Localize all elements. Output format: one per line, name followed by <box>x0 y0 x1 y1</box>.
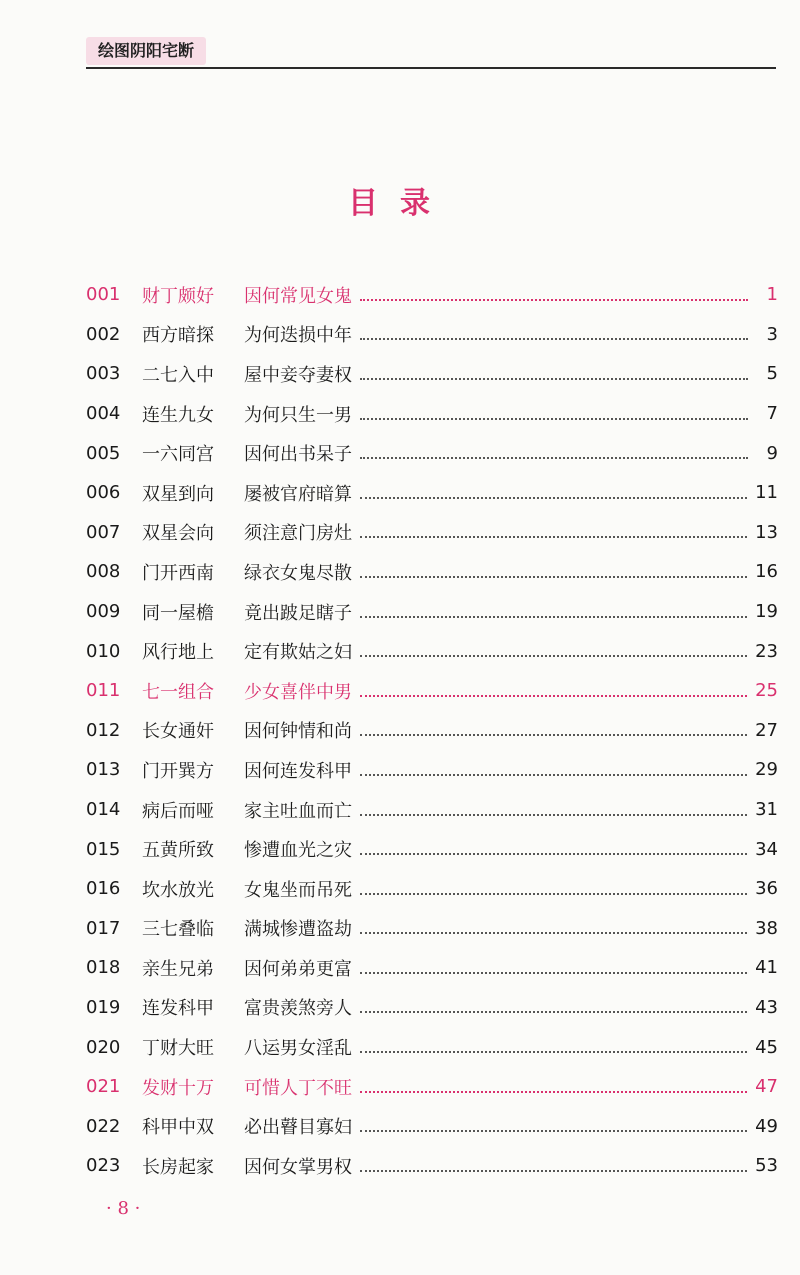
toc-entry[interactable] <box>86 315 778 355</box>
dot-leader <box>360 378 748 380</box>
dot-leader <box>360 299 748 301</box>
dot-leader <box>360 576 747 578</box>
toc-entry-title-part2: 定有欺姑之妇 <box>244 642 352 664</box>
toc-entry-number: 023 <box>86 1155 121 1177</box>
toc-entry-number: 017 <box>86 917 121 939</box>
toc-entry[interactable] <box>86 552 778 592</box>
toc-entry-title-part2: 因何弟弟更富 <box>244 958 352 980</box>
toc-entry-title-part1: 同一屋檐 <box>142 602 214 624</box>
toc-entry-title-part2: 必出瞽目寡妇 <box>244 1117 352 1139</box>
dot-leader <box>360 972 747 974</box>
toc-entry-number: 020 <box>86 1036 121 1058</box>
toc-entry[interactable] <box>86 354 778 394</box>
toc-entry[interactable] <box>86 750 778 790</box>
toc-entry-number: 009 <box>86 601 121 623</box>
toc-entry-title-part2: 八运男女淫乱 <box>244 1038 352 1060</box>
toc-entry-number: 003 <box>86 363 121 385</box>
toc-entry-number: 010 <box>86 640 121 662</box>
toc-entry[interactable] <box>86 394 778 434</box>
page-number: · 8 · <box>106 1198 141 1219</box>
toc-entry-title-part2: 为何只生一男 <box>244 404 352 426</box>
toc-entry[interactable] <box>86 869 778 909</box>
dot-leader <box>360 695 747 697</box>
toc-entry-title-part2: 女鬼坐而吊死 <box>244 879 352 901</box>
toc-entry-page: 29 <box>755 759 778 781</box>
dot-leader <box>360 1130 747 1132</box>
toc-entry[interactable] <box>86 592 778 632</box>
toc-entry-number: 012 <box>86 719 121 741</box>
toc-entry-title-part1: 长女通奸 <box>142 721 214 743</box>
toc-entry[interactable] <box>86 790 778 830</box>
dot-leader <box>360 1051 747 1053</box>
toc-entry-page: 34 <box>755 838 778 860</box>
toc-entry-page: 11 <box>755 482 778 504</box>
toc-entry-page: 23 <box>755 640 778 662</box>
toc-entry-title-part2: 家主吐血而亡 <box>244 800 352 822</box>
toc-entry-title-part1: 风行地上 <box>142 642 214 664</box>
toc-entry-page: 25 <box>755 680 778 702</box>
toc-entry-page: 53 <box>755 1155 778 1177</box>
dot-leader <box>360 497 747 499</box>
header-rule <box>86 67 776 69</box>
toc-entry-title-part1: 门开巽方 <box>142 760 214 782</box>
toc-entry-page: 49 <box>755 1115 778 1137</box>
toc-entry-number: 001 <box>86 284 121 306</box>
toc-entry[interactable] <box>86 1106 778 1146</box>
toc-entry-title-part2: 因何常见女鬼 <box>244 285 352 307</box>
toc-entry-number: 005 <box>86 442 121 464</box>
toc-entry[interactable] <box>86 711 778 751</box>
toc-entry[interactable] <box>86 1067 778 1107</box>
toc-entry-title-part1: 双星到向 <box>142 483 214 505</box>
toc-entry-title-part2: 富贵羡煞旁人 <box>244 998 352 1020</box>
toc-entry-title-part2: 少女喜伴中男 <box>244 681 352 703</box>
toc-entry-page: 27 <box>755 719 778 741</box>
dot-leader <box>360 734 747 736</box>
dot-leader <box>360 418 748 420</box>
toc-entry-title-part1: 门开西南 <box>142 562 214 584</box>
page-title: 目录 <box>348 186 452 221</box>
toc-entry-title-part2: 可惜人丁不旺 <box>244 1077 352 1099</box>
toc-entry[interactable] <box>86 473 778 513</box>
toc-entry[interactable] <box>86 948 778 988</box>
toc-entry-title-part2: 竟出跛足瞎子 <box>244 602 352 624</box>
toc-entry-title-part1: 坎水放光 <box>142 879 214 901</box>
toc-entry-title-part1: 七一组合 <box>142 681 214 703</box>
toc-entry-title-part1: 西方暗探 <box>142 325 214 347</box>
toc-entry-page: 38 <box>755 917 778 939</box>
dot-leader <box>360 616 747 618</box>
toc-entry-page: 9 <box>766 442 778 464</box>
toc-entry[interactable] <box>86 1027 778 1067</box>
toc-entry-title-part2: 满城惨遭盗劫 <box>244 919 352 941</box>
toc-entry[interactable] <box>86 671 778 711</box>
running-header: 绘图阴阳宅断 <box>86 37 206 65</box>
toc-entry[interactable] <box>86 631 778 671</box>
toc-entry-title-part1: 三七叠临 <box>142 919 214 941</box>
dot-leader <box>360 774 747 776</box>
toc-entry-title-part2: 须注意门房灶 <box>244 523 352 545</box>
toc-entry-page: 47 <box>755 1076 778 1098</box>
toc-entry-number: 004 <box>86 403 121 425</box>
toc-entry[interactable] <box>86 988 778 1028</box>
dot-leader <box>360 457 748 459</box>
dot-leader <box>360 932 747 934</box>
toc-entry-title-part2: 屋中妾夺妻权 <box>244 364 352 386</box>
toc-entry[interactable] <box>86 513 778 553</box>
dot-leader <box>360 536 747 538</box>
toc-entry-title-part1: 亲生兄弟 <box>142 958 214 980</box>
toc-entry-title-part1: 长房起家 <box>142 1156 214 1178</box>
toc-entry-title-part1: 双星会向 <box>142 523 214 545</box>
toc-entry-number: 011 <box>86 680 121 702</box>
toc-entry-page: 13 <box>755 521 778 543</box>
toc-entry-number: 016 <box>86 878 121 900</box>
toc-entry-title-part2: 惨遭血光之灾 <box>244 840 352 862</box>
toc-entry-title-part1: 病后而哑 <box>142 800 214 822</box>
toc-entry-number: 013 <box>86 759 121 781</box>
toc-entry-title-part2: 为何迭损中年 <box>244 325 352 347</box>
dot-leader <box>360 338 748 340</box>
toc-entry[interactable] <box>86 829 778 869</box>
toc-entry-number: 014 <box>86 799 121 821</box>
toc-entry-number: 008 <box>86 561 121 583</box>
toc-entry-page: 36 <box>755 878 778 900</box>
toc-entry-page: 1 <box>766 284 778 306</box>
toc-entry-title-part1: 科甲中双 <box>142 1117 214 1139</box>
dot-leader <box>360 814 747 816</box>
toc-entry[interactable] <box>86 1146 778 1186</box>
toc-entry-title-part1: 一六同宫 <box>142 444 214 466</box>
toc-entry-number: 018 <box>86 957 121 979</box>
dot-leader <box>360 655 747 657</box>
toc-entry[interactable] <box>86 433 778 473</box>
dot-leader <box>360 1091 747 1093</box>
toc-entry-title-part1: 连发科甲 <box>142 998 214 1020</box>
toc-entry-title-part2: 因何连发科甲 <box>244 760 352 782</box>
toc-entry-number: 007 <box>86 521 121 543</box>
toc-entry-page: 16 <box>755 561 778 583</box>
toc-entry-page: 7 <box>766 403 778 425</box>
toc-entry-number: 015 <box>86 838 121 860</box>
toc-entry-number: 021 <box>86 1076 121 1098</box>
toc-entry[interactable] <box>86 909 778 949</box>
toc-entry[interactable] <box>86 275 778 315</box>
toc-entry-page: 45 <box>755 1036 778 1058</box>
toc-entry-title-part2: 因何钟情和尚 <box>244 721 352 743</box>
table-of-contents <box>86 275 778 1186</box>
dot-leader <box>360 1170 747 1172</box>
toc-entry-title-part2: 因何出书呆子 <box>244 444 352 466</box>
toc-entry-title-part2: 绿衣女鬼尽散 <box>244 562 352 584</box>
toc-entry-title-part1: 发财十万 <box>142 1077 214 1099</box>
toc-entry-number: 022 <box>86 1115 121 1137</box>
toc-entry-page: 3 <box>766 323 778 345</box>
dot-leader <box>360 1011 747 1013</box>
dot-leader <box>360 853 747 855</box>
toc-entry-title-part1: 财丁颇好 <box>142 285 214 307</box>
toc-entry-page: 41 <box>755 957 778 979</box>
toc-entry-title-part1: 五黄所致 <box>142 840 214 862</box>
toc-entry-title-part1: 连生九女 <box>142 404 214 426</box>
toc-entry-number: 006 <box>86 482 121 504</box>
toc-entry-page: 31 <box>755 799 778 821</box>
toc-entry-title-part1: 丁财大旺 <box>142 1038 214 1060</box>
toc-entry-number: 019 <box>86 996 121 1018</box>
toc-entry-title-part2: 因何女掌男权 <box>244 1156 352 1178</box>
toc-entry-page: 5 <box>766 363 778 385</box>
toc-entry-number: 002 <box>86 323 121 345</box>
toc-entry-title-part2: 屡被官府暗算 <box>244 483 352 505</box>
toc-entry-page: 19 <box>755 601 778 623</box>
dot-leader <box>360 893 747 895</box>
toc-entry-page: 43 <box>755 996 778 1018</box>
toc-entry-title-part1: 二七入中 <box>142 364 214 386</box>
